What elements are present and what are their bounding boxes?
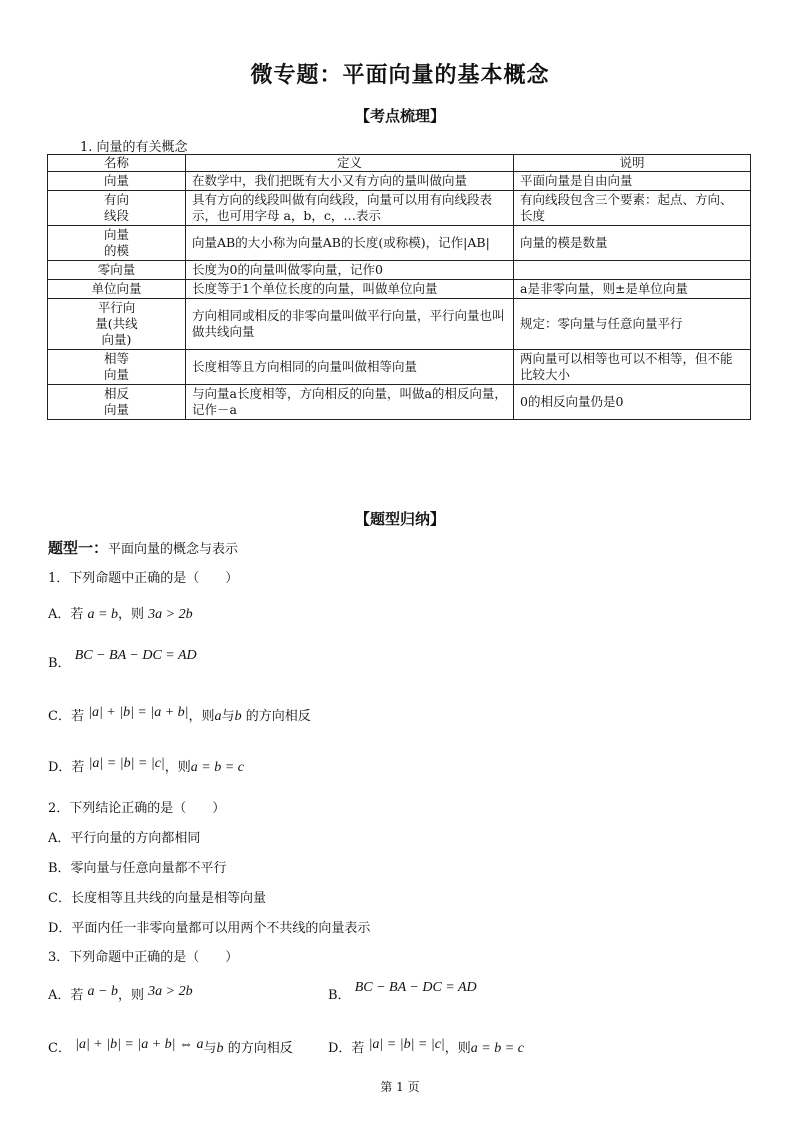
row-definition: 具有方向的线段叫做有向线段，向量可以用有向线段表示，也可用字母 a，b，c，…表示 — [186, 191, 514, 226]
q1-d-math-2: a = b = c — [190, 760, 244, 775]
q3-d-math-1: |a| = |b| = |c| — [368, 1037, 445, 1052]
row-name: 相反 向量 — [48, 385, 186, 420]
q1-c-end: 的方向相反 — [245, 709, 311, 724]
header-definition: 定义 — [186, 155, 514, 172]
q1-a-prefix: A．若 — [48, 607, 84, 622]
q3-option-d — [328, 1037, 524, 1057]
section-heading-review: 【考点梳理】 — [354, 107, 445, 125]
page-number: 第 1 页 — [380, 1080, 420, 1094]
row-note: a是非零向量，则±是单位向量 — [514, 280, 751, 299]
question-type-heading — [48, 537, 238, 558]
q3-c-with: 与 — [203, 1041, 217, 1056]
table-row — [48, 226, 751, 261]
q3-option-c — [48, 1037, 293, 1057]
q3-stem: 3．下列命题中正确的是（ ） — [48, 950, 239, 965]
q3-b-math: BC − BA − DC = AD — [354, 980, 477, 995]
q3-d-math-2: a = b = c — [470, 1041, 524, 1056]
row-note: 两向量可以相等也可以不相等，但不能比较大小 — [514, 350, 751, 385]
q3-d-mid: ，则 — [444, 1041, 471, 1056]
q1-d-mid: ，则 — [164, 760, 191, 775]
q3-option-b — [328, 980, 477, 1004]
row-name: 零向量 — [48, 261, 186, 280]
table-row — [48, 261, 751, 280]
table-row — [48, 385, 751, 420]
q1-c-prefix: C．若 — [48, 709, 84, 724]
row-note: 有向线段包含三个要素：起点、方向、长度 — [514, 191, 751, 226]
row-definition: 长度为0的向量叫做零向量，记作0 — [186, 261, 514, 280]
q1-d-prefix: D．若 — [48, 760, 85, 775]
q1-c-vector-b: b — [234, 709, 242, 724]
q1-option-d — [48, 756, 244, 776]
q3-d-prefix: D．若 — [328, 1041, 365, 1056]
q2-option-a: A．平行向量的方向都相同 — [48, 831, 201, 846]
row-name: 平行向 量(共线 向量) — [48, 299, 186, 350]
page-title: 微专题：平面向量的基本概念 — [250, 63, 550, 88]
row-definition: 长度等于1个单位长度的向量，叫做单位向量 — [186, 280, 514, 299]
row-definition: 向量AB的大小称为向量AB的长度(或称模)，记作|AB| — [186, 226, 514, 261]
q1-option-b — [48, 648, 197, 672]
q1-option-a — [48, 603, 193, 623]
row-name: 向量 的模 — [48, 226, 186, 261]
table-row — [48, 280, 751, 299]
q1-b-prefix: B． — [48, 656, 71, 671]
q1-stem: 1．下列命题中正确的是（ ） — [48, 571, 239, 586]
q3-c-math: |a| + |b| = |a + b| ⇔ a — [75, 1037, 204, 1052]
q1-b-math: BC − BA − DC = AD — [74, 648, 197, 663]
q3-b-prefix: B． — [328, 988, 351, 1003]
section-heading-types: 【题型归纳】 — [354, 510, 445, 528]
row-name: 单位向量 — [48, 280, 186, 299]
table-row — [48, 191, 751, 226]
q1-a-math-2: 3a > 2b — [148, 607, 193, 622]
row-definition: 方向相同或相反的非零向量叫做平行向量，平行向量也叫做共线向量 — [186, 299, 514, 350]
q1-c-math: |a| + |b| = |a + b| — [88, 705, 189, 720]
row-name: 相等 向量 — [48, 350, 186, 385]
row-definition: 与向量a长度相等，方向相反的向量，叫做a的相反向量，记作－a — [186, 385, 514, 420]
row-note: 0的相反向量仍是0 — [514, 385, 751, 420]
type-text: 平面向量的概念与表示 — [108, 542, 239, 557]
q2-option-b: B．零向量与任意向量都不平行 — [48, 861, 227, 876]
row-note: 向量的模是数量 — [514, 226, 751, 261]
q2-stem: 2．下列结论正确的是（ ） — [48, 801, 226, 816]
q3-c-vector-b: b — [216, 1041, 224, 1056]
q1-a-mid: ，则 — [117, 607, 144, 622]
table-row — [48, 350, 751, 385]
q3-option-a — [48, 984, 193, 1004]
q3-c-prefix: C． — [48, 1041, 71, 1056]
table-row — [48, 299, 751, 350]
header-note: 说明 — [514, 155, 751, 172]
q3-a-mid: ，则 — [117, 988, 144, 1003]
q3-a-math-1: a − b — [87, 984, 118, 999]
row-note: 规定：零向量与任意向量平行 — [514, 299, 751, 350]
row-name: 向量 — [48, 172, 186, 191]
table-row — [48, 172, 751, 191]
q1-option-c — [48, 705, 311, 725]
row-note — [514, 261, 751, 280]
subsection-heading: 1. 向量的有关概念 — [80, 140, 188, 155]
row-name: 有向 线段 — [48, 191, 186, 226]
q1-c-vector-a: a — [214, 709, 222, 724]
header-name: 名称 — [48, 155, 186, 172]
row-note: 平面向量是自由向量 — [514, 172, 751, 191]
q3-c-end: 的方向相反 — [227, 1041, 293, 1056]
table-header-row — [48, 155, 751, 172]
q1-c-mid: ，则 — [188, 709, 215, 724]
q3-a-prefix: A．若 — [48, 988, 84, 1003]
q2-option-d: D．平面内任一非零向量都可以用两个不共线的向量表示 — [48, 921, 371, 936]
q2-option-c: C．长度相等且共线的向量是相等向量 — [48, 891, 266, 906]
row-definition: 在数学中，我们把既有大小又有方向的量叫做向量 — [186, 172, 514, 191]
q1-c-with: 与 — [221, 709, 235, 724]
q3-a-math-2: 3a > 2b — [148, 984, 193, 999]
concept-table — [47, 154, 751, 420]
row-definition: 长度相等且方向相同的向量叫做相等向量 — [186, 350, 514, 385]
q1-a-math-1: a = b — [87, 607, 118, 622]
type-label: 题型一： — [48, 539, 109, 557]
q1-d-math-1: |a| = |b| = |c| — [88, 756, 165, 771]
